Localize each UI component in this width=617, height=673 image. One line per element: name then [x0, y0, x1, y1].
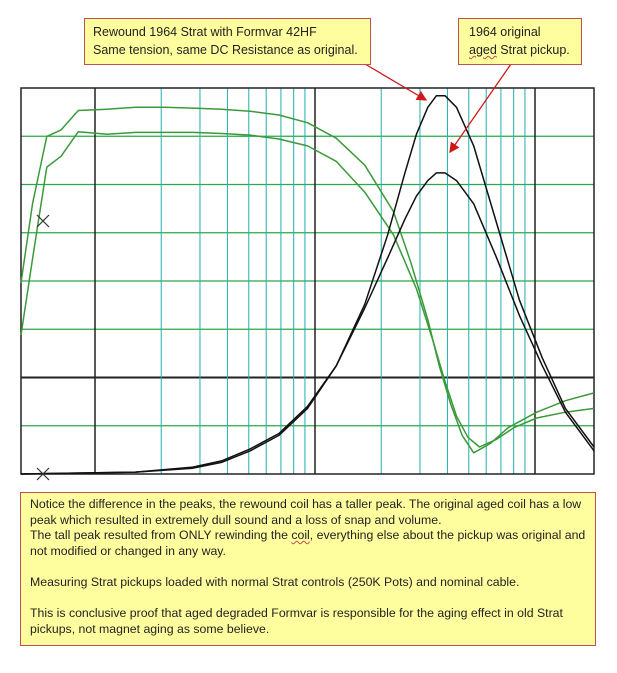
chart-markers — [37, 215, 49, 480]
callout-original-pickup — [458, 18, 582, 65]
note-spacer — [30, 591, 586, 607]
series-line-original-response — [21, 132, 594, 447]
series-line-rewound-response — [21, 107, 594, 453]
note-rewinding — [30, 528, 586, 559]
callout-original-line2 — [469, 41, 571, 59]
callout-rewound-pickup — [84, 18, 371, 65]
note-spacer — [30, 559, 586, 575]
arrow-to-original-peak — [450, 64, 511, 152]
notes-box — [20, 492, 596, 646]
note-rewinding-word: coil — [291, 528, 310, 543]
callout-rewound-line1: Rewound 1964 Strat with Formvar 42HF — [93, 25, 317, 39]
note-peaks: Notice the difference in the peaks, the rewound coil has a taller peak. The original aged coil has a low peak which resulted in extremely dull sound and a loss of snap and volume. — [30, 497, 582, 527]
callout-original-line2-rest: Strat pickup. — [496, 43, 570, 57]
callout-original-line1: 1964 original — [469, 25, 541, 39]
note-measuring: Measuring Strat pickups loaded with normal Strat controls (250K Pots) and nominal cable. — [30, 574, 520, 589]
callout-rewound-line2: Same tension, same DC Resistance as original. — [93, 43, 358, 57]
series-line-original-peak — [21, 173, 594, 474]
callout-arrows — [365, 64, 511, 152]
note-conclusion: This is conclusive proof that aged degraded Formvar is responsible for the aging effect in old Strat pickups, not magnet aging as some believe. — [30, 606, 563, 636]
callout-original-word-aged: aged — [469, 43, 497, 57]
chart-series — [21, 96, 594, 474]
note-rewinding-end: , everything else about the pickup was original and not modified or changed in any way. — [30, 528, 586, 558]
note-rewinding-start: The tall peak resulted from ONLY rewinding the — [30, 528, 292, 543]
arrow-to-rewound-peak — [365, 64, 426, 100]
